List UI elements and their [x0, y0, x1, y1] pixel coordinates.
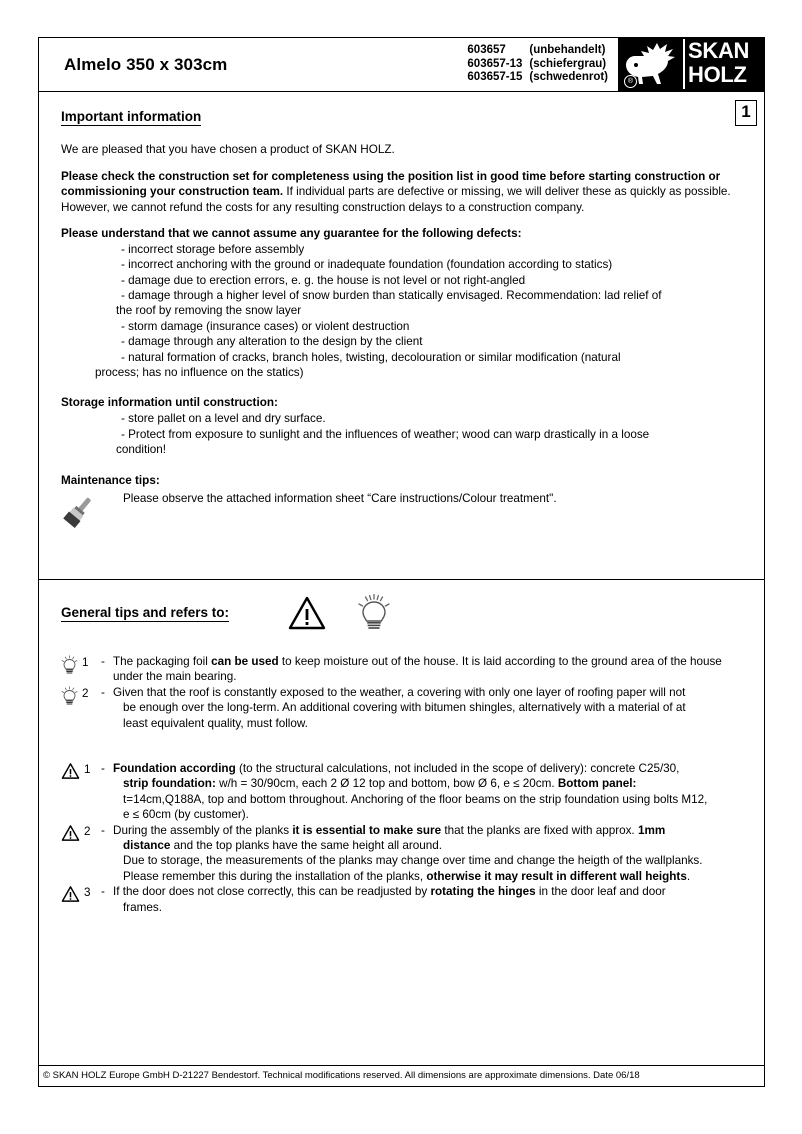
list-item: - damage through any alteration to the design by the client: [121, 335, 423, 349]
item-text: [113, 654, 742, 685]
list-item: - damage through a higher level of snow burden than statically envisaged. Recommendation: lad relief of: [121, 289, 662, 303]
warning-triangle-icon: [61, 762, 80, 780]
defects-heading: Please understand that we cannot assume any guarantee for the following defects:: [61, 226, 522, 240]
warning-items-list: [61, 761, 742, 915]
tip-line1-a: Given that the roof is constantly exposed to the weather, a covering with only one layer of roofing paper will not: [113, 685, 686, 699]
warning-l2: [113, 838, 742, 853]
warning-l1-text: in the door leaf and door: [535, 885, 666, 899]
lightbulb-icon: [357, 594, 391, 632]
item-text: [113, 685, 742, 731]
warning-l4: [113, 869, 742, 884]
item-dash: -: [101, 685, 105, 699]
list-item: [61, 884, 742, 915]
article-number: 603657-13: [467, 57, 523, 70]
list-item: the roof by removing the snow layer: [116, 304, 302, 318]
general-tips-heading: General tips and refers to:: [61, 604, 230, 620]
list-item: [61, 685, 742, 731]
tip-line1-bold: can be used: [211, 655, 279, 668]
article-number: 603657: [467, 44, 506, 57]
list-item: [61, 823, 742, 885]
warning-triangle-icon: [61, 885, 80, 903]
maintenance-text: Please observe the attached information sheet “Care instructions/Colour treatment".: [123, 491, 557, 505]
list-item: - natural formation of cracks, branch holes, twisting, decolouration or similar modification (natural: [121, 350, 621, 364]
warning-l1-text0: During the assembly of the planks: [113, 823, 293, 837]
paintbrush-icon: [61, 495, 97, 529]
item-text: [113, 761, 742, 823]
completeness-bold: Please check the construction set for completeness using the position list in good time before starting construction or commissioning your construction team.: [61, 170, 721, 199]
article-code-row: [467, 44, 608, 58]
item-dash: -: [101, 762, 105, 776]
important-information-section: [39, 92, 764, 580]
article-code-row: [467, 71, 608, 85]
list-item: - incorrect anchoring with the ground or inadequate foundation (foundation according to statics): [121, 258, 613, 272]
item-dash: -: [101, 885, 105, 899]
warning-l2-bold: distance: [123, 839, 171, 853]
item-text: [113, 823, 742, 885]
skan-holz-logo: [618, 38, 764, 91]
tip-line2: house under the main bearing.: [113, 655, 722, 684]
item-number: 1: [82, 656, 89, 669]
tip-line2: be enough over the long-term. An additional covering with bitumen shingles, alternatively with a material of at: [123, 701, 686, 715]
warning-l1-bold: Foundation according: [113, 762, 236, 776]
warning-l1-text: (to the structural calculations, not included in the scope of delivery): concrete C25/30,: [235, 762, 680, 776]
lightbulb-icon-cell: [61, 685, 101, 706]
document-footer: © SKAN HOLZ Europe GmbH D-21227 Bendestorf. Technical modifications reserved. All dimensions are approximate dimensions. Date 06/18: [43, 1070, 640, 1081]
item-dash: -: [101, 823, 105, 837]
warning-l2-text: and the top planks have the same height all around.: [170, 839, 443, 853]
warning-l4-text: .: [686, 869, 691, 883]
list-item: [61, 761, 742, 823]
lightbulb-icon-cell: [61, 654, 101, 675]
item-number: 3: [84, 886, 91, 900]
warning-l1-text: that the planks are fixed with approx.: [441, 823, 638, 837]
article-code-list: [467, 38, 618, 91]
warning-icon-cell: [61, 884, 101, 903]
item-number: 1: [84, 763, 91, 777]
warning-l2-bold: strip foundation:: [123, 777, 216, 791]
list-item: - store pallet on a level and dry surface.: [121, 412, 326, 426]
warning-l3: t=14cm,Q188A, top and bottom throughout. Anchoring of the floor beams on the strip foundation using bolts M12,: [123, 792, 708, 806]
warning-l2-text: w/h = 30/90cm, each 2 Ø 12 top and bottom, bow Ø 6, e ≤ 20cm.: [215, 777, 558, 791]
warning-l1-text0: If the door does not close correctly, this can be readjusted by: [113, 885, 431, 899]
storage-heading: Storage information until construction:: [61, 396, 278, 410]
maintenance-heading: Maintenance tips:: [61, 473, 160, 487]
registered-trademark-icon: ®: [624, 75, 637, 88]
warning-l3: Due to storage, the measurements of the planks may change over time and change the heigth of the wallplanks.: [123, 854, 703, 868]
warning-l2-bold2: Bottom panel:: [557, 777, 637, 791]
warning-l1-bold: rotating the hinges: [430, 885, 536, 899]
warning-l4-bold: otherwise it may result in different wall heights: [426, 869, 687, 883]
article-variant: (schiefergrau): [529, 57, 607, 70]
defects-list: [61, 242, 742, 381]
storage-list: [61, 411, 742, 457]
warning-icon-cell: [61, 823, 101, 842]
list-item: - damage due to erection errors, e. g. the house is not level or not right-angled: [121, 273, 526, 287]
logo-line-1: SKAN: [688, 38, 750, 63]
list-item: - storm damage (insurance cases) or violent destruction: [121, 319, 410, 333]
warning-triangle-icon: [61, 824, 80, 842]
article-number: 603657-15: [467, 71, 523, 84]
list-item: - incorrect storage before assembly: [121, 242, 305, 256]
item-dash: -: [101, 655, 105, 668]
article-variant: (unbehandelt): [529, 44, 606, 57]
warning-icon-cell: [61, 761, 101, 780]
item-number: 2: [82, 686, 89, 700]
completeness-rest: If individual parts are defective or missing, we will deliver these as quickly as possible. However, we cannot refund the costs for any resulting construction delays to a construction company.: [61, 185, 731, 214]
tip-line3: least equivalent quality, must follow.: [123, 716, 308, 730]
tip-line1-a: The packaging foil: [113, 655, 212, 668]
list-item: [61, 654, 742, 685]
lightbulb-tips-list: [61, 654, 742, 731]
logo-wordmark: [683, 39, 762, 89]
article-code-row: [467, 58, 608, 72]
list-item: - Protect from exposure to sunlight and the influences of weather; wood can warp drastically in a loose: [121, 427, 650, 441]
item-text: [113, 884, 742, 915]
page-title: Almelo 350 x 303cm: [64, 54, 228, 74]
page-number-badge: 1: [735, 100, 757, 126]
warning-l1-bold2: 1mm: [637, 823, 666, 837]
lightbulb-icon: [61, 686, 78, 706]
warning-l1-bold: it is essential to make sure: [292, 823, 442, 837]
maintenance-row: [61, 489, 742, 534]
item-number: 2: [84, 824, 91, 838]
list-item: process; has no influence on the statics): [95, 366, 304, 380]
article-variant: (schwedenrot): [529, 71, 608, 84]
completeness-paragraph: [61, 169, 742, 215]
warning-triangle-icon: [287, 595, 327, 631]
important-information-heading: Important information: [61, 109, 202, 124]
tip-line1-c: to keep moisture out of the house. It is laid according to the ground area of the: [278, 655, 687, 668]
document-page: [38, 37, 765, 1087]
brush-icon-wrap: [61, 489, 123, 534]
list-item: condition!: [116, 443, 167, 457]
warning-l2: [113, 776, 742, 791]
lightbulb-icon: [61, 655, 78, 675]
general-tips-heading-row: [61, 594, 742, 632]
document-header: [39, 38, 764, 92]
logo-line-2: HOLZ: [688, 62, 747, 87]
general-tips-section: [39, 580, 764, 1066]
intro-paragraph: We are pleased that you have chosen a product of SKAN HOLZ.: [61, 143, 395, 156]
warning-l4-text0: Please remember this during the installation of the planks,: [123, 869, 427, 883]
warning-l2: frames.: [123, 900, 162, 914]
warning-l4: e ≤ 60cm (by customer).: [123, 808, 249, 822]
